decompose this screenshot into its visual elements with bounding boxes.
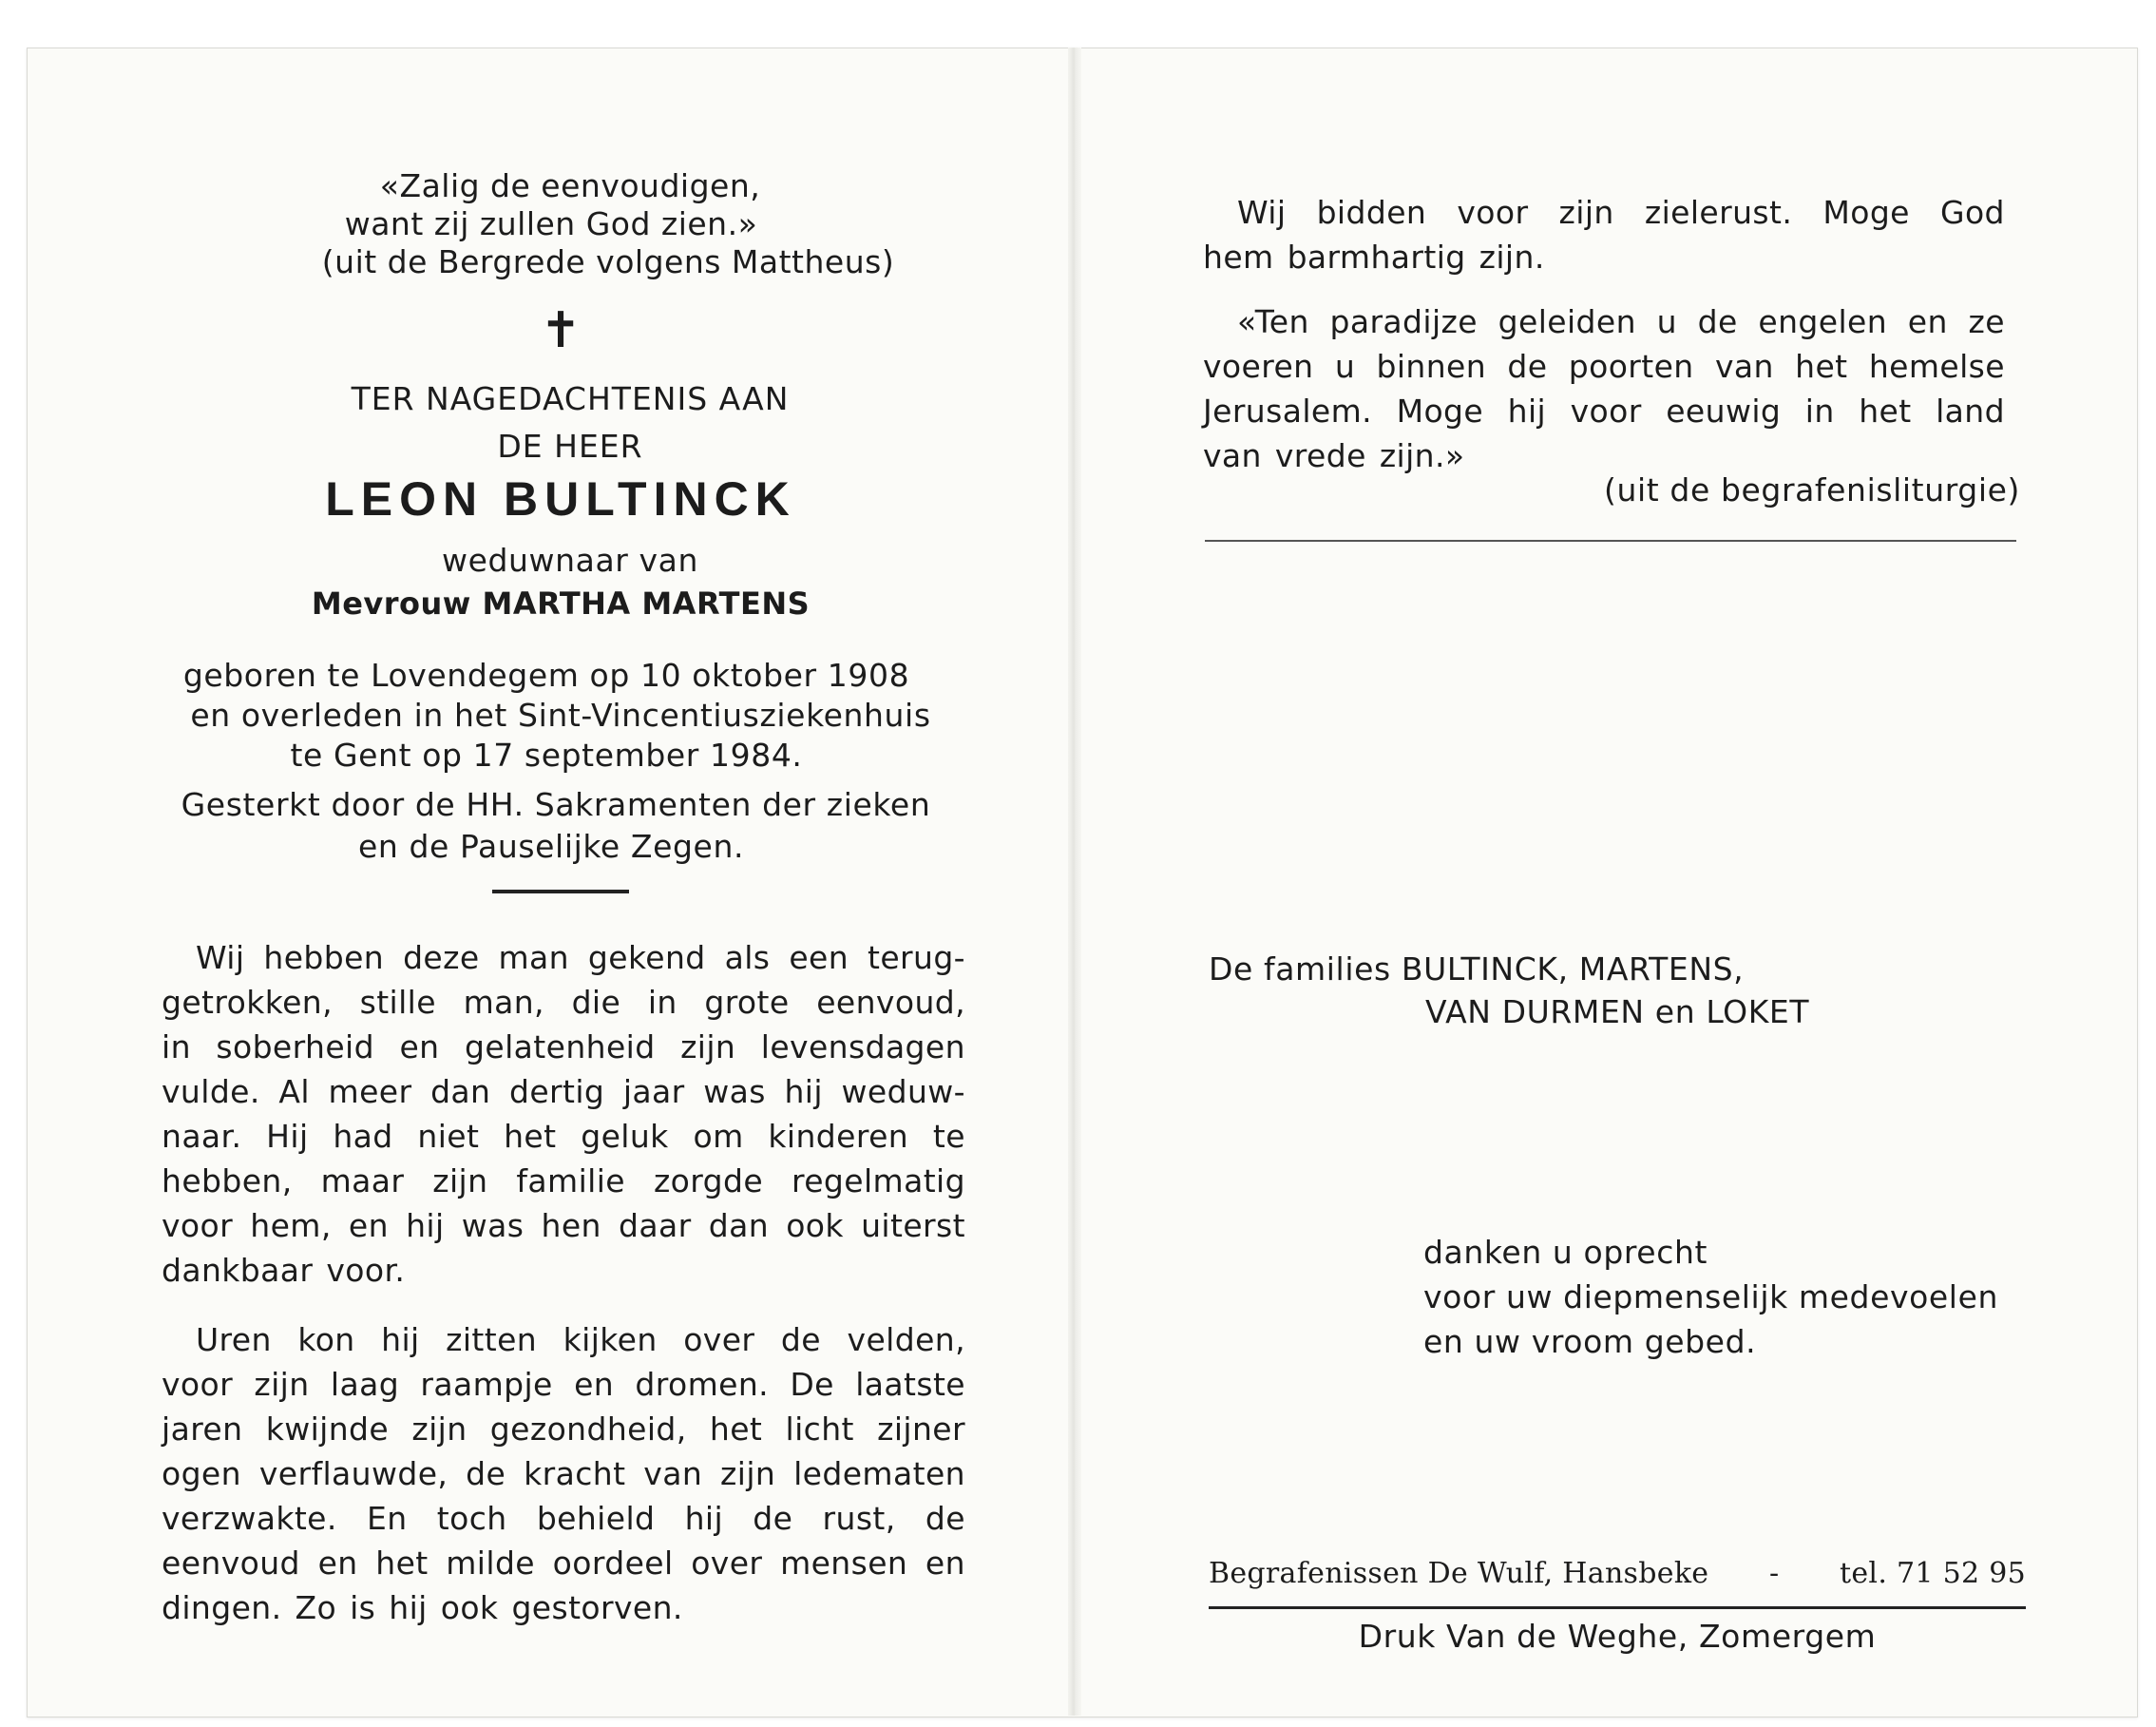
word: u — [1334, 348, 1356, 385]
word: vulde. — [162, 1073, 260, 1110]
word: En — [367, 1500, 408, 1537]
word: de — [1507, 348, 1548, 385]
word: en — [348, 1207, 389, 1244]
paragraph-line — [162, 1541, 977, 1585]
word: had — [333, 1118, 393, 1155]
word: bidden — [1316, 194, 1427, 231]
paragraph-line — [162, 1317, 977, 1362]
liturgy-source: (uit de begrafenisliturgie) — [1604, 471, 2020, 509]
word: behield — [536, 1500, 656, 1537]
undertaker-name: Begrafenissen De Wulf, Hansbeke — [1209, 1557, 1709, 1590]
word: over — [691, 1545, 763, 1582]
liturgy-line — [1203, 344, 2016, 389]
word: paradijze — [1329, 303, 1478, 340]
thanks-line: danken u oprecht — [1423, 1234, 1708, 1271]
word: van — [1714, 348, 1774, 385]
prayer-line — [1203, 235, 2016, 279]
word: oordeel — [552, 1545, 674, 1582]
word: en — [925, 1545, 965, 1582]
cross-icon: ✝ — [540, 302, 582, 359]
word: Uren — [196, 1321, 272, 1358]
word: hij — [684, 1500, 724, 1537]
word: uiterst — [861, 1207, 965, 1244]
word: de — [925, 1500, 965, 1537]
death-place-line: te Gent op 17 september 1984. — [290, 737, 803, 774]
word: daar — [619, 1207, 692, 1244]
word: van — [1203, 437, 1262, 474]
liturgy-line — [1203, 389, 2016, 433]
deceased-name: LEON BULTINCK — [325, 472, 796, 526]
word: rust, — [822, 1500, 896, 1537]
word: hen — [541, 1207, 601, 1244]
paragraph-line — [162, 1496, 977, 1541]
families-line-2: VAN DURMEN en LOKET — [1425, 993, 1810, 1030]
memorial-heading: TER NAGEDACHTENIS AAN — [351, 380, 790, 417]
word: u — [1656, 303, 1677, 340]
word: «Ten — [1237, 303, 1309, 340]
word: Zo — [295, 1589, 337, 1626]
word: hem — [1203, 239, 1274, 276]
paragraph-line — [162, 1585, 977, 1630]
word: gelatenheid — [465, 1028, 656, 1065]
word: dan — [708, 1207, 770, 1244]
printer-credit: Druk Van de Weghe, Zomergem — [1358, 1618, 1877, 1655]
word: was — [703, 1073, 766, 1110]
paragraph-line — [162, 1362, 977, 1407]
paragraph-line — [162, 1159, 977, 1203]
liturgy-line — [1203, 299, 2016, 344]
word: en — [317, 1545, 358, 1582]
word: Hij — [266, 1118, 309, 1155]
word: laag — [330, 1366, 400, 1403]
word: velden, — [847, 1321, 965, 1358]
word: ogen — [162, 1455, 241, 1492]
word: van — [643, 1455, 703, 1492]
paragraph-line — [162, 1451, 977, 1496]
death-line: en overleden in het Sint-Vincentiusziekenhuis — [190, 697, 931, 734]
word: man, — [463, 984, 544, 1021]
word: meer — [328, 1073, 412, 1110]
word: ledematen — [793, 1455, 965, 1492]
thanks-block — [1423, 1230, 2089, 1364]
word: is — [350, 1589, 376, 1626]
word: licht — [785, 1410, 854, 1448]
word: toch — [436, 1500, 507, 1537]
paragraph-line — [162, 935, 977, 980]
word: ze — [1968, 303, 2005, 340]
word: hij — [381, 1321, 420, 1358]
word: gezondheid, — [489, 1410, 687, 1448]
paragraph-line — [162, 1248, 977, 1293]
word: kon — [297, 1321, 355, 1358]
word: weduw- — [841, 1073, 965, 1110]
word: ook — [440, 1589, 499, 1626]
word: getrokken, — [162, 984, 333, 1021]
word: hij — [1507, 393, 1547, 430]
word: was — [461, 1207, 525, 1244]
word: niet — [417, 1118, 480, 1155]
thanks-line: en uw vroom gebed. — [1423, 1323, 1757, 1360]
card-fold — [1068, 48, 1081, 1716]
word: hij — [389, 1589, 428, 1626]
word: laatste — [855, 1366, 965, 1403]
word: zijn.» — [1379, 437, 1465, 474]
undertaker-phone: tel. 71 52 95 — [1840, 1557, 2026, 1590]
word: zijner — [877, 1410, 965, 1448]
word: eenvoud, — [816, 984, 965, 1021]
word: Wij — [1237, 194, 1287, 231]
sacraments-block — [143, 784, 979, 868]
word: zorgde — [653, 1162, 764, 1199]
word: dankbaar — [162, 1252, 314, 1289]
divider-rule — [492, 890, 629, 893]
footer-rule — [1209, 1606, 2026, 1609]
sacrament-line: en de Pauselijke Zegen. — [357, 828, 745, 865]
word: eeuwig — [1666, 393, 1782, 430]
liturgy-quote — [1203, 299, 2016, 478]
word: over — [683, 1321, 755, 1358]
word: eenvoud — [162, 1545, 300, 1582]
paragraph-line — [162, 1407, 977, 1451]
word: binnen — [1376, 348, 1487, 385]
word: kracht — [524, 1455, 626, 1492]
word: gestorven. — [511, 1589, 683, 1626]
word: hij — [406, 1207, 445, 1244]
word: verzwakte. — [162, 1500, 337, 1537]
word: hem, — [250, 1207, 332, 1244]
spouse-name: Mevrouw MARTHA MARTENS — [311, 585, 811, 622]
word: voor — [1457, 194, 1529, 231]
word: zijn — [432, 1162, 488, 1199]
paragraph-line — [162, 1069, 977, 1114]
word: die — [571, 984, 621, 1021]
word: gekend — [587, 939, 706, 976]
word: deze — [403, 939, 480, 976]
biography-paragraph-1 — [162, 935, 977, 1293]
word: zijn — [680, 1028, 736, 1065]
birth-death-block — [143, 656, 979, 776]
undertaker-line — [1209, 1557, 2026, 1590]
word: het — [709, 1410, 763, 1448]
word: zitten — [446, 1321, 538, 1358]
word: raampje — [420, 1366, 553, 1403]
families-line-1: De families BULTINCK, MARTENS, — [1209, 950, 1745, 988]
word: hebben — [263, 939, 385, 976]
paragraph-line — [162, 1114, 977, 1159]
word: dan — [430, 1073, 491, 1110]
word: kinderen — [768, 1118, 909, 1155]
word: de — [780, 1321, 821, 1358]
word: het — [1795, 348, 1848, 385]
word: geleiden — [1498, 303, 1636, 340]
word: voor — [1570, 393, 1642, 430]
word: voor — [162, 1366, 234, 1403]
word: mensen — [780, 1545, 908, 1582]
word: Wij — [196, 939, 245, 976]
word: familie — [516, 1162, 625, 1199]
undertaker-dash: - — [1768, 1557, 1780, 1590]
word: Jerusalem. — [1203, 393, 1373, 430]
quote-source: (uit de Bergrede volgens Mattheus) — [321, 243, 895, 280]
word: en — [1907, 303, 1948, 340]
word: naar. — [162, 1118, 242, 1155]
word: en — [574, 1366, 615, 1403]
word: de — [753, 1500, 793, 1537]
word: dertig — [508, 1073, 605, 1110]
paragraph-line — [162, 980, 977, 1025]
word: ook — [786, 1207, 844, 1244]
beatitude-quote — [247, 167, 931, 281]
word: vrede — [1274, 437, 1366, 474]
word: regelmatig — [791, 1162, 965, 1199]
word: dingen. — [162, 1589, 282, 1626]
word: Moge — [1396, 393, 1484, 430]
word: in — [162, 1028, 191, 1065]
word: poorten — [1568, 348, 1694, 385]
word: een — [789, 939, 849, 976]
word: het — [504, 1118, 557, 1155]
word: geluk — [581, 1118, 669, 1155]
memorial-subheading: DE HEER — [497, 428, 643, 465]
word: levensdagen — [760, 1028, 965, 1065]
word: barmhartig — [1287, 239, 1466, 276]
word: de — [466, 1455, 506, 1492]
word: Moge — [1822, 194, 1910, 231]
sacrament-line: Gesterkt door de HH. Sakramenten der zieken — [181, 786, 931, 823]
word: soberheid — [216, 1028, 374, 1065]
word: het — [375, 1545, 429, 1582]
word: jaar — [622, 1073, 685, 1110]
word: Al — [278, 1073, 310, 1110]
paragraph-line — [162, 1203, 977, 1248]
word: zielerust. — [1644, 194, 1793, 231]
biography-paragraph-2 — [162, 1317, 977, 1630]
word: zijn — [1558, 194, 1614, 231]
word: voeren — [1203, 348, 1314, 385]
word: en — [399, 1028, 440, 1065]
word: in — [647, 984, 677, 1021]
thanks-line: voor uw diepmenselijk medevoelen — [1423, 1278, 1998, 1315]
paragraph-line — [162, 1025, 977, 1069]
word: zijn — [720, 1455, 776, 1492]
divider-rule — [1205, 540, 2016, 542]
word: terug- — [868, 939, 965, 976]
word: engelen — [1758, 303, 1888, 340]
quote-line: «Zalig de eenvoudigen, — [379, 167, 761, 204]
word: in — [1804, 393, 1835, 430]
word: verflauwde, — [258, 1455, 448, 1492]
word: maar — [320, 1162, 405, 1199]
quote-line: want zij zullen God zien.» — [344, 205, 758, 242]
word: zijn — [411, 1410, 467, 1448]
birth-line: geboren te Lovendegem op 10 oktober 1908 — [182, 657, 910, 694]
word: kwijnde — [265, 1410, 390, 1448]
word: zijn. — [1479, 239, 1545, 276]
word: te — [932, 1118, 965, 1155]
word: om — [693, 1118, 744, 1155]
word: God — [1940, 194, 2005, 231]
word: grote — [704, 984, 790, 1021]
prayer-paragraph — [1203, 190, 2016, 279]
word: hij — [784, 1073, 823, 1110]
prayer-line — [1203, 190, 2016, 235]
word: hemelse — [1868, 348, 2005, 385]
word: De — [790, 1366, 834, 1403]
word: jaren — [162, 1410, 243, 1448]
word: milde — [446, 1545, 535, 1582]
word: hebben, — [162, 1162, 293, 1199]
word: de — [1697, 303, 1738, 340]
word: als — [724, 939, 771, 976]
word: man — [498, 939, 569, 976]
word: stille — [359, 984, 436, 1021]
widower-label: weduwnaar van — [441, 542, 699, 579]
word: dromen. — [635, 1366, 770, 1403]
word: land — [1936, 393, 2005, 430]
word: zijn — [254, 1366, 310, 1403]
word: voor — [162, 1207, 234, 1244]
word: voor. — [326, 1252, 406, 1289]
word: kijken — [563, 1321, 658, 1358]
word: het — [1859, 393, 1912, 430]
